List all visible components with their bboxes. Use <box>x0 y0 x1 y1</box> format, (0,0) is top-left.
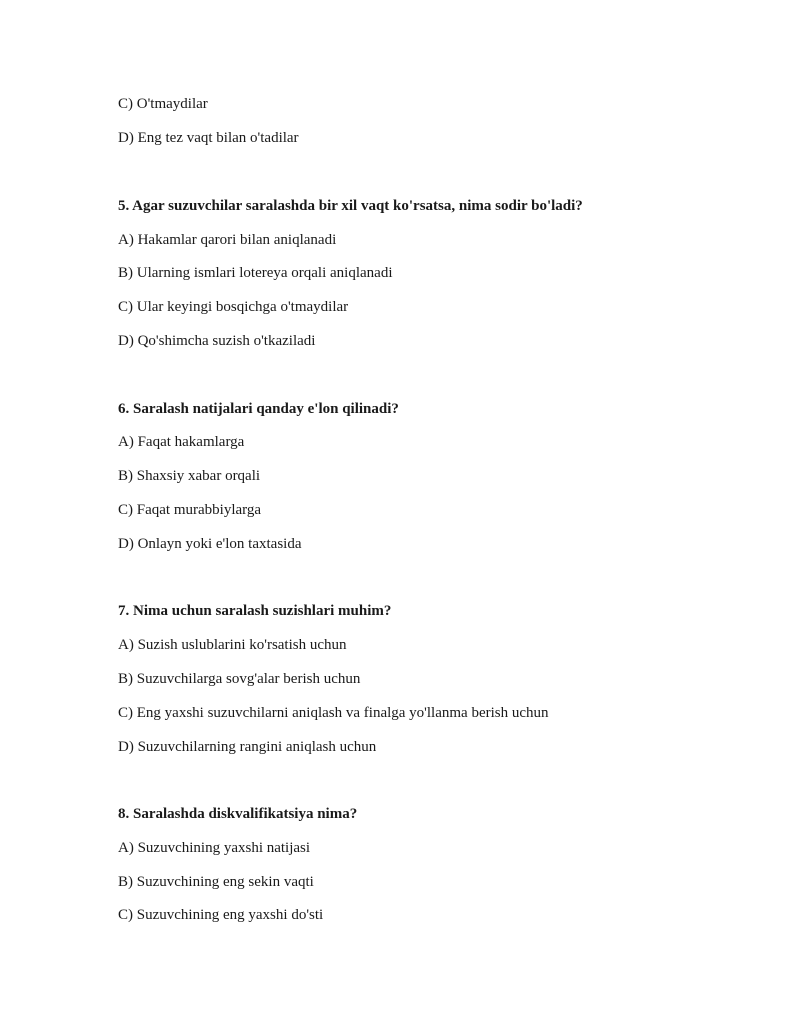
question-8-option-a: A) Suzuvchining yaxshi natijasi <box>118 840 311 856</box>
question-7-option-c: C) Eng yaxshi suzuvchilarni aniqlash va finalga yo'llanma berish uchun <box>118 705 549 721</box>
question-7-option-b: B) Suzuvchilarga sovg'alar berish uchun <box>118 671 361 687</box>
question-6-option-b: B) Shaxsiy xabar orqali <box>118 468 261 484</box>
question-7-option-d: D) Suzuvchilarning rangini aniqlash uchun <box>118 739 377 755</box>
question-8-option-c: C) Suzuvchining eng yaxshi do'sti <box>118 907 324 923</box>
question-6-option-a: A) Faqat hakamlarga <box>118 434 245 450</box>
question-5-option-c: C) Ular keyingi bosqichga o'tmaydilar <box>118 299 349 315</box>
question-5-option-d: D) Qo'shimcha suzish o'tkaziladi <box>118 333 316 349</box>
question-5-option-a: A) Hakamlar qarori bilan aniqlanadi <box>118 232 337 248</box>
question-6-title: 6. Saralash natijalari qanday e'lon qilinadi? <box>118 401 399 417</box>
option-d-continued: D) Eng tez vaqt bilan o'tadilar <box>118 130 299 146</box>
question-7-title: 7. Nima uchun saralash suzishlari muhim? <box>118 603 392 619</box>
question-5-option-b: B) Ularning ismlari lotereya orqali aniqlanadi <box>118 265 393 281</box>
option-c-continued: C) O'tmaydilar <box>118 96 208 112</box>
question-5-title: 5. Agar suzuvchilar saralashda bir xil vaqt ko'rsatsa, nima sodir bo'ladi? <box>118 198 583 214</box>
question-7-option-a: A) Suzish uslublarini ko'rsatish uchun <box>118 637 347 653</box>
question-6-option-c: C) Faqat murabbiylarga <box>118 502 262 518</box>
question-8-option-b: B) Suzuvchining eng sekin vaqti <box>118 874 314 890</box>
question-8-title: 8. Saralashda diskvalifikatsiya nima? <box>118 806 358 822</box>
question-6-option-d: D) Onlayn yoki e'lon taxtasida <box>118 536 302 552</box>
